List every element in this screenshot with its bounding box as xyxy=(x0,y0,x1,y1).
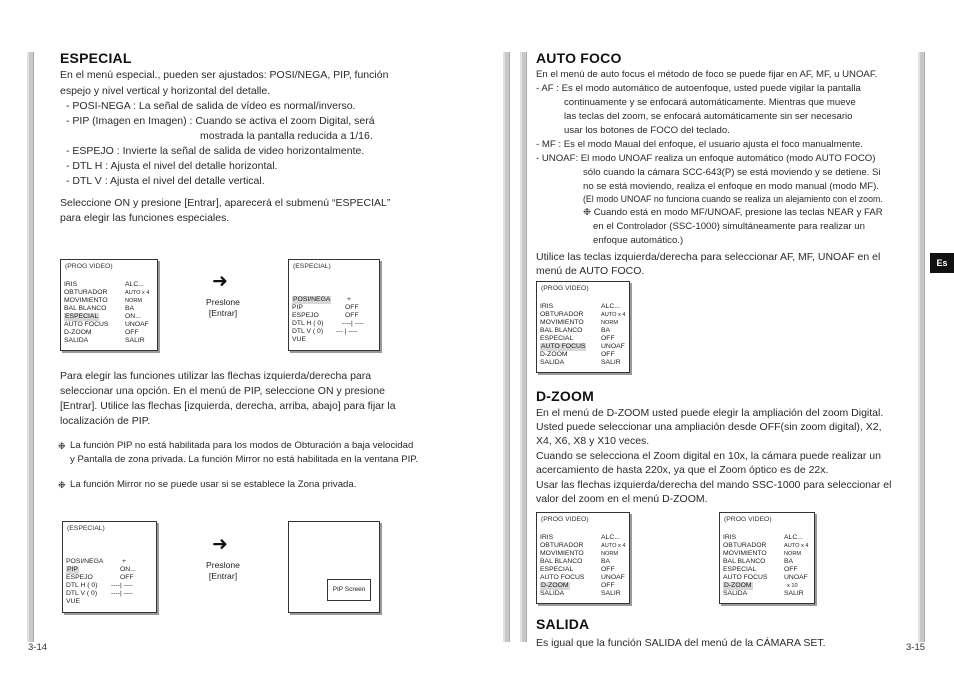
d-zoom-heading: D-ZOOM xyxy=(536,388,594,404)
menu-value: OFF xyxy=(345,312,359,319)
salida-text: Es igual que la función SALIDA del menú de la CÁMARA SET. xyxy=(536,637,826,649)
menu-key: ESPEJO xyxy=(66,574,93,581)
menu-key: IRIS xyxy=(540,534,554,541)
menu-key: DTL H ( 0) xyxy=(292,320,324,327)
menu-value: OFF xyxy=(601,582,615,589)
menu-key-selected: AUTO FOCUS xyxy=(541,343,586,350)
menu-key: VUE xyxy=(66,598,80,605)
note-pip: La función PIP no está habilitada para los modos de Obturación a baja velocidad y Pantalla de zona privada. La función Mirror no está habilitada en la ventana PIP. xyxy=(70,440,419,465)
press-line: [Entrar] xyxy=(208,308,238,318)
menu-value: ----| ---- xyxy=(342,320,364,327)
press-line: Preslone xyxy=(206,560,240,570)
menu-value: OFF xyxy=(601,566,615,573)
af-line: las teclas del zoom, se enfocará automáticamente sin ser necesario xyxy=(564,111,853,122)
menu-value: UNOAF xyxy=(601,343,625,350)
af-line: - MF : Es el modo Maual del enfoque, el usuario ajusta el foco manualmente. xyxy=(536,139,863,150)
af-line: no se está moviendo, realiza el enfoque en modo manual (modo MF). xyxy=(583,181,879,192)
af-line: ❉ Cuando está en modo MF/UNOAF, presione las teclas NEAR y FAR xyxy=(583,207,883,218)
page-number-right: 3-15 xyxy=(906,642,926,653)
af-line: (El modo UNOAF no funciona cuando se realiza un alejamiento con el zoom. xyxy=(583,194,883,204)
menu-key: SALIDA xyxy=(64,337,89,344)
dz-line: X4, X6, X8 y X10 veces. xyxy=(536,435,650,447)
menu-value: ----| ---- xyxy=(111,582,133,589)
arrow-text-1: Para elegir las funciones utilizar las flechas izquierda/derecha para xyxy=(60,370,372,382)
menu-key-selected: PIP xyxy=(67,566,78,573)
menu-title: (PROG VIDEO) xyxy=(724,516,772,523)
af-line: en el Controlador (SSC-1000) simultáneamente para realizar un xyxy=(593,221,865,232)
menu-key: MOVIMIENTO xyxy=(64,297,108,304)
menu-value: AUTO x 4 xyxy=(784,543,809,549)
menu-key: POSI/NEGA xyxy=(66,558,104,565)
auto-foco-heading: AUTO FOCO xyxy=(536,50,622,66)
menu-key: ESPECIAL xyxy=(540,566,574,573)
dz-line: En el menú de D-ZOOM usted puede elegir la ampliación del zoom Digital. xyxy=(536,407,884,419)
language-tab: Es xyxy=(930,253,954,273)
pip-screen-box: PIP Screen xyxy=(327,579,371,601)
menu-value: OFF xyxy=(345,304,359,311)
dz-line: Usted puede seleccionar una ampliación desde OFF(sin zoom digital), X2, xyxy=(536,421,882,433)
menu-value: ON... xyxy=(125,313,141,320)
prog-video-menu-especial xyxy=(60,259,158,351)
menu-value: SALIR xyxy=(601,359,621,366)
af-line: - UNOAF: El modo UNOAF realiza un enfoque automático (modo AUTO FOCO) xyxy=(536,153,876,164)
menu-value: OFF xyxy=(601,335,615,342)
note-symbol-icon: ❉ xyxy=(58,441,66,451)
menu-value: ALC... xyxy=(601,534,620,541)
menu-value: SALIR xyxy=(784,590,804,597)
af-line: En el menú de auto focus el método de foco se puede fijar en AF, MF, u UNOAF. xyxy=(536,69,878,80)
left-margin-bar xyxy=(27,52,34,642)
especial-intro-2: espejo y nivel vertical y horizontal del detalle. xyxy=(60,85,271,97)
center-left-bar xyxy=(503,52,510,642)
menu-value: + xyxy=(122,558,126,565)
arrow-text-2: seleccionar una opción. En el menú de PIP, seleccione ON y presione xyxy=(60,385,385,397)
dz-line: Cuando se selecciona el Zoom digital en 10x, la cámara puede realizar un xyxy=(536,450,881,462)
press-line: Preslone xyxy=(206,297,240,307)
menu-key-selected: ESPECIAL xyxy=(65,313,99,320)
press-enter-label-2 xyxy=(200,560,246,582)
pip-screen-preview xyxy=(288,521,380,613)
item-posinega: - POSI-NEGA : La señal de salida de vídeo es normal/inverso. xyxy=(66,100,356,112)
menu-key: SALIDA xyxy=(723,590,748,597)
menu-key: AUTO FOCUS xyxy=(64,321,109,328)
item-pip: - PIP (Imagen en Imagen) : Cuando se activa el zoom Digital, será xyxy=(66,115,375,127)
prog-video-menu-autofocus xyxy=(536,281,630,373)
salida-heading: SALIDA xyxy=(536,616,590,632)
menu-key: VUE xyxy=(292,336,306,343)
af-select-2: menú de AUTO FOCO. xyxy=(536,265,645,277)
menu-key: D-ZOOM xyxy=(540,351,568,358)
menu-value: NORM xyxy=(784,551,802,557)
menu-value: OFF xyxy=(125,329,139,336)
menu-key-selected: D-ZOOM xyxy=(541,582,569,589)
menu-key: PIP xyxy=(292,304,303,311)
menu-value: OFF xyxy=(120,574,134,581)
af-line: - AF : Es el modo automático de autoenfoque, usted puede vigilar la pantalla xyxy=(536,83,861,94)
prog-video-menu-dzoom-x10 xyxy=(719,512,815,604)
menu-value: BA xyxy=(784,558,794,565)
menu-value: BA xyxy=(601,558,611,565)
menu-value: SALIR xyxy=(601,590,621,597)
press-enter-label-1 xyxy=(200,297,246,319)
especial-heading: ESPECIAL xyxy=(60,50,132,66)
menu-value: AUTO x 4 xyxy=(601,543,626,549)
menu-value: UNOAF xyxy=(784,574,808,581)
prog-video-menu-dzoom-off xyxy=(536,512,630,604)
menu-key: IRIS xyxy=(64,281,78,288)
menu-value: UNOAF xyxy=(601,574,625,581)
menu-value: OFF xyxy=(784,566,798,573)
menu-key-selected: D-ZOOM xyxy=(724,582,752,589)
menu-key: IRIS xyxy=(723,534,737,541)
menu-value: SALIR xyxy=(125,337,145,344)
menu-value: --- | ---- xyxy=(336,328,358,335)
right-arrow-icon: ➜ xyxy=(212,271,228,292)
menu-value: AUTO x 4 xyxy=(125,290,150,296)
menu-key: D-ZOOM xyxy=(64,329,92,336)
menu-value: AUTO x 4 xyxy=(601,312,626,318)
menu-value: ALC... xyxy=(784,534,803,541)
menu-key: ESPECIAL xyxy=(723,566,757,573)
select-text-1: Seleccione ON y presione [Entrar], aparecerá el submenú “ESPECIAL” xyxy=(60,197,391,209)
especial-intro-1: En el menú especial., pueden ser ajustados: POSI/NEGA, PIP, función xyxy=(60,69,389,81)
press-line: [Entrar] xyxy=(208,571,238,581)
menu-key: BAL BLANCO xyxy=(723,558,766,565)
especial-submenu xyxy=(288,259,380,351)
dz-line: Usar las flechas izquierda/derecha del mando SSC-1000 para seleccionar el xyxy=(536,479,892,491)
especial-submenu-pip-on xyxy=(62,521,157,613)
menu-title: (PROG VIDEO) xyxy=(541,516,589,523)
menu-key: BAL BLANCO xyxy=(540,558,583,565)
page-number-left: 3-14 xyxy=(28,642,48,653)
menu-key: MOVIMIENTO xyxy=(540,550,584,557)
menu-value: NORM xyxy=(601,551,619,557)
note-mirror: La función Mirror no se puede usar si se establece la Zona privada. xyxy=(70,479,357,490)
menu-key: SALIDA xyxy=(540,359,565,366)
menu-key: OBTURADOR xyxy=(723,542,767,549)
menu-key: IRIS xyxy=(540,303,554,310)
menu-key: OBTURADOR xyxy=(540,311,584,318)
right-arrow-icon: ➜ xyxy=(212,534,228,555)
af-line: usar los botones de FOCO del teclado. xyxy=(564,125,730,136)
note-symbol-icon: ❉ xyxy=(58,480,66,490)
menu-value: NORM xyxy=(601,320,619,326)
dz-line: acercamiento de hasta 220x, ya que el Zoom óptico es de 22x. xyxy=(536,464,829,476)
menu-key: ESPEJO xyxy=(292,312,319,319)
menu-key-selected: POSI/NEGA xyxy=(293,296,331,303)
menu-value: OFF xyxy=(601,351,615,358)
item-dtlv: - DTL V : Ajusta el nivel del detalle vertical. xyxy=(66,175,265,187)
menu-title: (ESPECIAL) xyxy=(293,263,331,270)
menu-value: ALC... xyxy=(125,281,144,288)
menu-key: MOVIMIENTO xyxy=(723,550,767,557)
menu-value: + xyxy=(347,296,351,303)
item-pip-cont: mostrada la pantalla reducida a 1/16. xyxy=(200,130,373,142)
menu-key: BAL BLANCO xyxy=(540,327,583,334)
menu-key: AUTO FOCUS xyxy=(540,574,585,581)
dz-line: valor del zoom en el menú D-ZOOM. xyxy=(536,493,708,505)
af-line: continuamente y se enfocará automáticamente. Mientras que mueve xyxy=(564,97,856,108)
menu-key: AUTO FOCUS xyxy=(723,574,768,581)
arrow-text-3: [Entrar]. Utilice las flechas [izquierda, derecha, arriba, abajo] para fijar la xyxy=(60,400,396,412)
arrow-text-4: localización de PIP. xyxy=(60,415,151,427)
menu-value: BA xyxy=(125,305,135,312)
right-margin-bar xyxy=(918,52,925,642)
menu-value: x 10 xyxy=(787,583,798,589)
menu-title: (ESPECIAL) xyxy=(67,525,105,532)
menu-key: DTL V ( 0) xyxy=(66,590,98,597)
menu-title: (PROG VIDEO) xyxy=(65,263,113,270)
item-dtlh: - DTL H : Ajusta el nivel del detalle horizontal. xyxy=(66,160,278,172)
menu-key: BAL BLANCO xyxy=(64,305,107,312)
menu-value: ON... xyxy=(120,566,136,573)
menu-key: DTL H ( 0) xyxy=(66,582,98,589)
menu-value: UNOAF xyxy=(125,321,149,328)
menu-title: (PROG VIDEO) xyxy=(541,285,589,292)
menu-key: OBTURADOR xyxy=(540,542,584,549)
center-right-bar xyxy=(520,52,527,642)
menu-value: ALC... xyxy=(601,303,620,310)
menu-key: MOVIMIENTO xyxy=(540,319,584,326)
menu-value: ----| ---- xyxy=(111,590,133,597)
menu-key: ESPECIAL xyxy=(540,335,574,342)
menu-key: DTL V ( 0) xyxy=(292,328,324,335)
select-text-2: para elegir las funciones especiales. xyxy=(60,212,230,224)
menu-key: OBTURADOR xyxy=(64,289,108,296)
menu-value: NORM xyxy=(125,298,143,304)
af-select-1: Utilice las teclas izquierda/derecha para seleccionar AF, MF, UNOAF en el xyxy=(536,251,881,263)
menu-key: SALIDA xyxy=(540,590,565,597)
af-line: enfoque automático.) xyxy=(593,235,684,246)
item-espejo: - ESPEJO : Invierte la señal de salida de video horizontalmente. xyxy=(66,145,365,157)
af-line: sólo cuando la cámara SCC-643(P) se está moviendo y se detiene. Si xyxy=(583,167,881,178)
menu-value: BA xyxy=(601,327,611,334)
